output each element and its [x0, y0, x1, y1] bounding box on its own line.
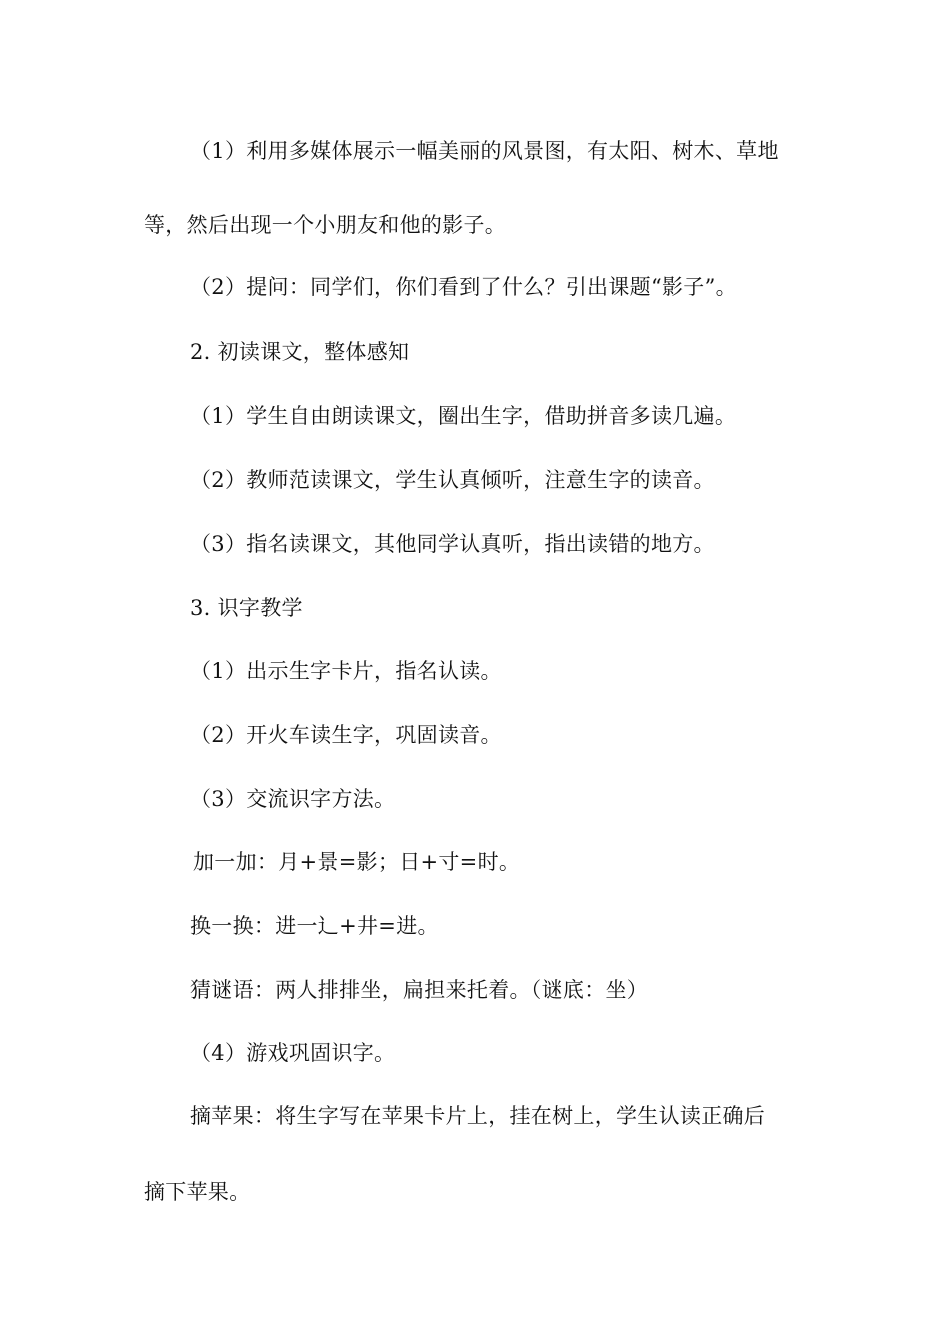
paragraph-14: （4）游戏巩固识字。	[190, 1041, 396, 1065]
section-heading-2: 2. 初读课文，整体感知	[190, 340, 410, 364]
paragraph-8: （1）出示生字卡片，指名认读。	[190, 659, 502, 683]
paragraph-5: （2）教师范读课文，学生认真倾听，注意生字的读音。	[190, 468, 715, 492]
paragraph-1-line-1: （1）利用多媒体展示一幅美丽的风景图，有太阳、树木、草地	[190, 139, 779, 163]
section-heading-3: 3. 识字教学	[190, 596, 303, 620]
paragraph-2: （2）提问：同学们，你们看到了什么？引出课题“影子”。	[190, 275, 737, 299]
paragraph-9: （2）开火车读生字，巩固读音。	[190, 723, 502, 747]
paragraph-11: 加一加：月+景=影；日+寸=时。	[193, 850, 521, 874]
paragraph-12: 换一换：进一辶+井=进。	[190, 914, 439, 938]
paragraph-4: （1）学生自由朗读课文，圈出生字，借助拼音多读几遍。	[190, 404, 737, 428]
paragraph-10: （3）交流识字方法。	[190, 787, 396, 811]
paragraph-6: （3）指名读课文，其他同学认真听，指出读错的地方。	[190, 532, 715, 556]
paragraph-15-line-2: 摘下苹果。	[144, 1180, 251, 1204]
paragraph-1-line-2: 等，然后出现一个小朋友和他的影子。	[144, 213, 507, 237]
paragraph-13: 猜谜语：两人排排坐，扁担来托着。（谜底：坐）	[190, 978, 649, 1002]
paragraph-15-line-1: 摘苹果：将生字写在苹果卡片上，挂在树上，学生认读正确后	[190, 1104, 766, 1128]
